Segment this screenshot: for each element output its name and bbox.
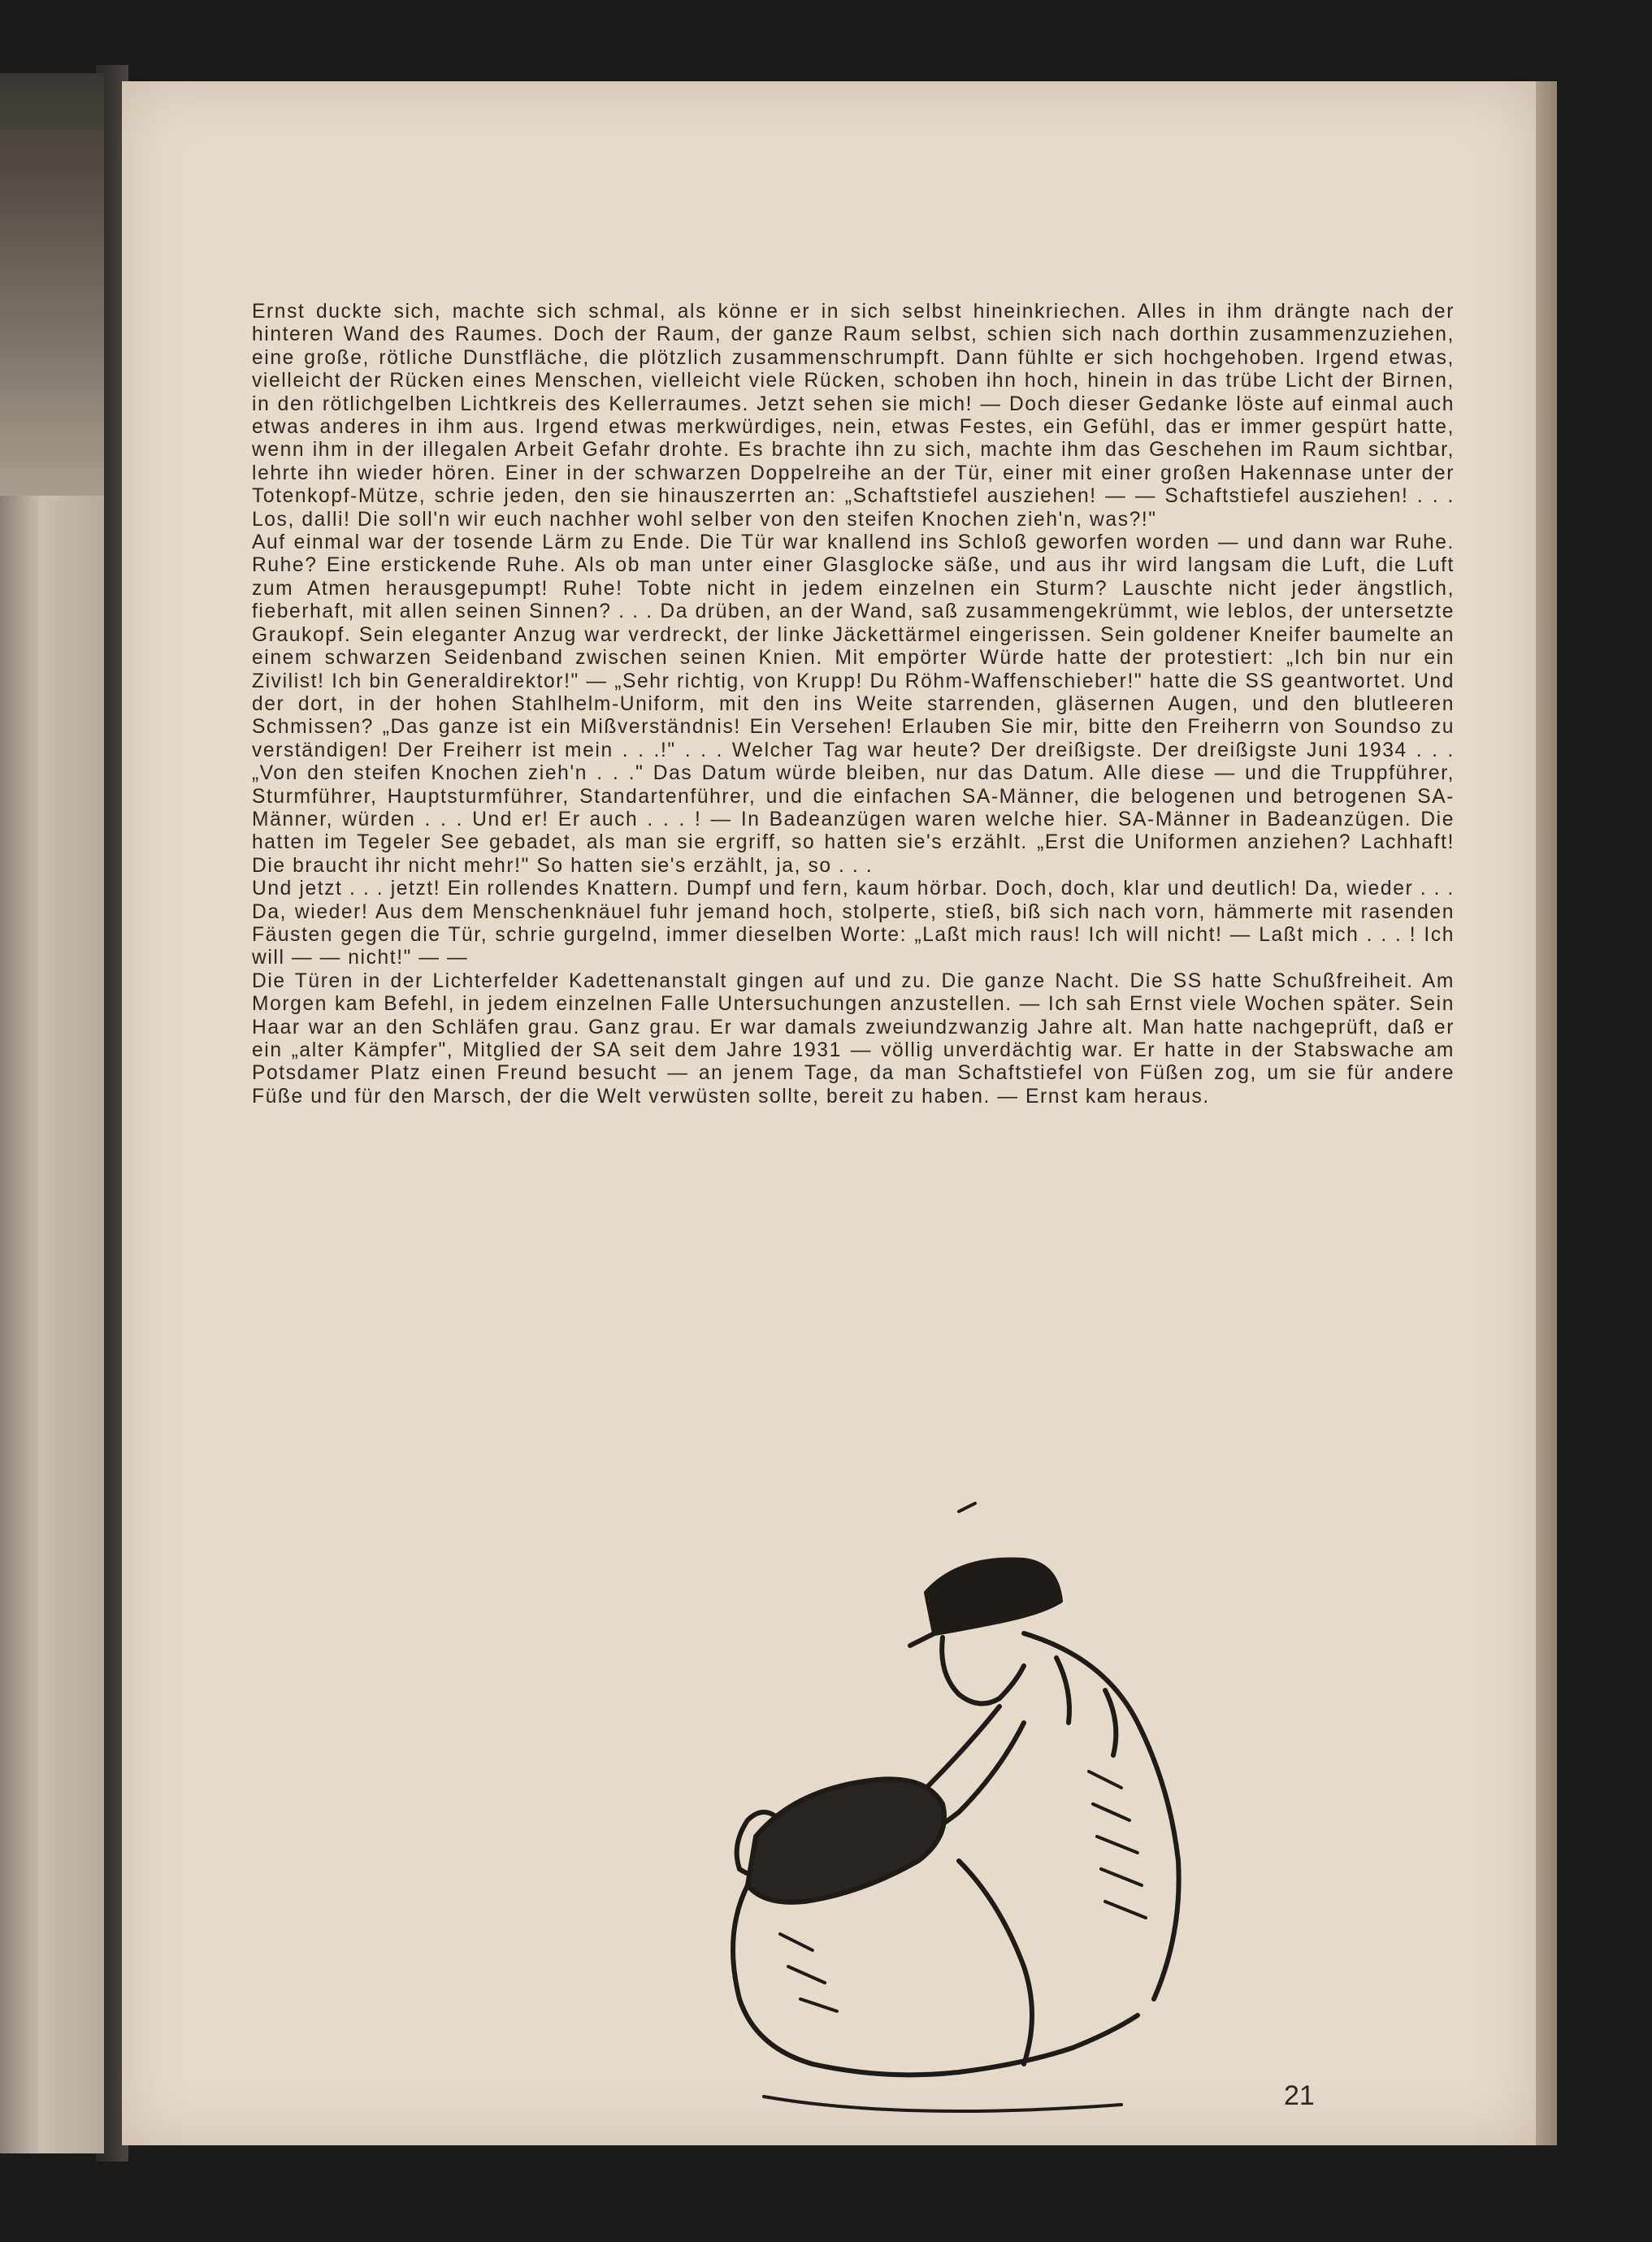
facing-page-photo-fragment	[0, 73, 104, 496]
paragraph-4: Die Türen in der Lichterfelder Kadettenanstalt gingen auf und zu. Die ganze Nacht. Die SS hatte Schußfreiheit. Am Morgen kam Befehl, in jedem einzelnen Falle Untersuchungen anzustellen. — Ich sah Ernst viele Wochen später. Sein Haar war an den Schläfen grau. Ganz grau. Er war damals zweiundzwanzig Jahre alt. Man hatte nachgeprüft, daß er ein „alter Kämpfer", Mitglied der SA seit dem Jahre 1931 — völlig unverdächtig war. Er hatte in der Stabswache am Potsdamer Platz einen Freund besucht — an jenem Tage, da man Schaftstiefel von Füßen zog, um sie für andere Füße und für den Marsch, der die Welt verwüsten sollte, bereit zu haben. — Ernst kam heraus.	[252, 969, 1455, 1108]
paragraph-2: Auf einmal war der tosende Lärm zu Ende. Die Tür war knallend ins Schloß geworfen worden — und dann war Ruhe. Ruhe? Eine erstickende Ruhe. Als ob man unter einer Glasglocke säße, und aus ihr wird langsam die Luft, die Luft zum Atmen herausgepumpt! Ruhe! Tobte nicht in jedem einzelnen ein Sturm? Lauschte nicht jeder ängstlich, fieberhaft, mit allen seinen Sinnen? . . . Da drüben, an der Wand, saß zusammengekrümmt, wie leblos, der untersetzte Graukopf. Sein eleganter Anzug war verdreckt, der linke Jäckettärmel eingerissen. Sein goldener Kneifer baumelte an einem schwarzen Seidenband zwischen seinen Knien. Mit empörter Würde hatte der protestiert: „Ich bin nur ein Zivilist! Ich bin Generaldirektor!" — „Sehr richtig, von Krupp! Du Röhm-Waffenschieber!" hatte die SS geantwortet. Und der dort, in der hohen Stahlhelm-Uniform, mit den ins Weite starrenden, gläsernen Augen, und den blutleeren Schmissen? „Das ganze ist ein Mißverständnis! Ein Versehen! Erlauben Sie mir, bitte den Freiherrn von Soundso zu verständigen! Der Freiherr ist mein . . .!" . . . Welcher Tag war heute? Der dreißigste. Der dreißigste Juni 1934 . . . „Von den steifen Knochen zieh'n . . ." Das Datum würde bleiben, nur das Datum. Alle diese — und die Truppführer, Sturmführer, Hauptsturmführer, Standartenführer, und die einfachen SA-Männer, die belogenen und betrogenen SA-Männer, würden . . . Und er! Er auch . . . ! — In Badeanzügen waren welche hier. SA-Männer in Badeanzügen. Die hatten im Tegeler See gebadet, als man sie ergriff, so hatten sie's erzählt. „Erst die Uniformen anziehen? Lachhaft! Die braucht ihr nicht mehr!" So hatten sie's erzählt, ja, so . . .	[252, 531, 1455, 877]
facing-page-edge	[0, 73, 104, 2153]
page-number: 21	[1284, 2080, 1315, 2111]
paragraph-1: Ernst duckte sich, machte sich schmal, als könne er in sich selbst hineinkriechen. Alles in ihm drängte nach der hinteren Wand des Raumes. Doch der Raum, der ganze Raum selbst, schien sich nach dorthin zusammenzuziehen, eine große, rötliche Dunstfläche, die plötzlich zusammenschrumpft. Dann fühlte er sich hochgehoben. Irgend etwas, vielleicht der Rücken eines Menschen, vielleicht viele Rücken, schoben ihn hoch, hinein in das trübe Licht der Birnen, in den rötlichgelben Lichtkreis des Kellerraumes. Jetzt sehen sie mich! — Doch dieser Gedanke löste auf einmal auch etwas anderes in ihm aus. Irgend etwas merkwürdiges, nein, etwas Festes, ein Gefühl, das er immer gespürt hatte, wenn ihm in der illegalen Arbeit Gefahr drohte. Es brachte ihn zu sich, machte ihm das Geschehen im Raum sichtbar, lehrte ihn wieder hören. Einer in der schwarzen Doppelreihe an der Tür, einer mit einer großen Hakennase unter der Totenkopf-Mütze, schrie jeden, den sie hinauszerrten an: „Schaftstiefel ausziehen! — — Schaftstiefel ausziehen! . . . Los, dalli! Die soll'n wir euch nachher wohl selber von den steifen Knochen zieh'n, was?!"	[252, 301, 1455, 531]
book-page	[122, 81, 1536, 2145]
soldier-boot-illustration	[618, 1479, 1260, 2129]
body-text	[252, 301, 1455, 1108]
paragraph-3: Und jetzt . . . jetzt! Ein rollendes Knattern. Dumpf und fern, kaum hörbar. Doch, doch, klar und deutlich! Da, wieder . . . Da, wieder! Aus dem Menschenknäuel fuhr jemand hoch, stolperte, stieß, biß sich nach vorn, hämmerte mit rasenden Fäusten gegen die Tür, schrie gurgelnd, immer dieselben Worte: „Laßt mich raus! Ich will nicht! — Laßt mich . . . ! Ich will — — nicht!" — —	[252, 878, 1455, 969]
